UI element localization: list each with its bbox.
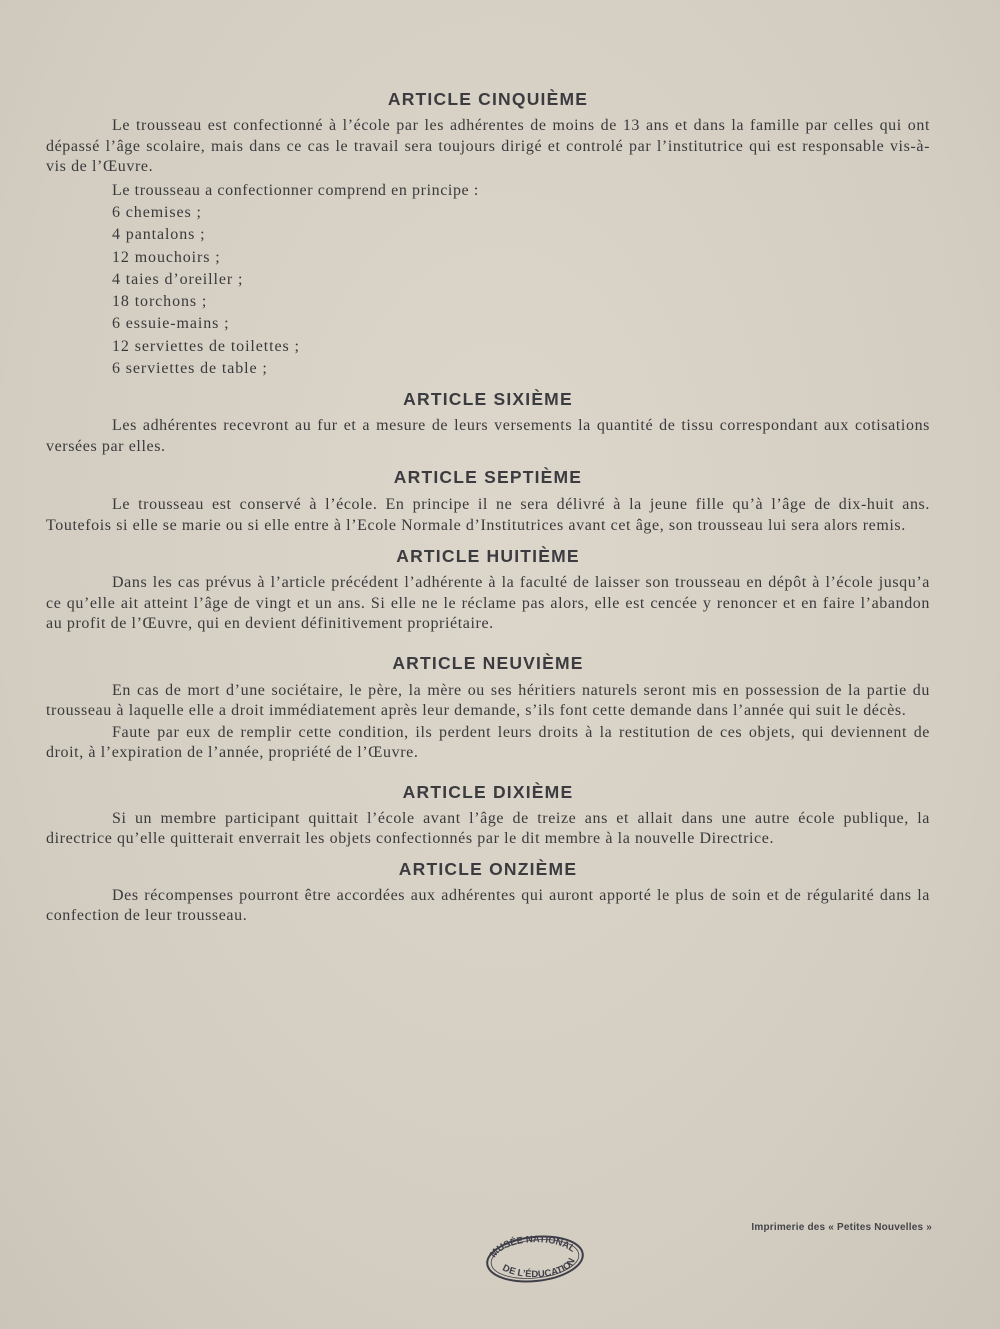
list-item: 12 serviettes de toilettes ;: [112, 337, 300, 355]
list-item: 6 serviettes de table ;: [112, 360, 268, 378]
stamp-seal-icon: [482, 1232, 586, 1286]
list-item: 4 taies d’oreiller ;: [112, 270, 244, 288]
article-onzieme: [46, 854, 930, 927]
article-paragraph: En cas de mort d’une sociétaire, le père, la mère ou ses héritiers naturels seront mis en possession de la partie du trousseau à laquelle elle a droit immédiatement après leur demande, s’ils font cette demande dans l’année qui suit le décès.: [46, 681, 930, 720]
stamp-text-bottom: DE L’ÉDUCATION: [500, 1256, 578, 1281]
article-septieme: [46, 462, 930, 536]
article-neuvieme: [46, 648, 930, 764]
svg-text:MUSÉE NATIONAL: [488, 1234, 577, 1260]
article-title: ARTICLE ONZIÈME: [398, 858, 578, 879]
article-title: ARTICLE HUITIÈME: [396, 546, 580, 567]
article-title: ARTICLE NEUVIÈME: [392, 652, 584, 673]
stamp-text-top: MUSÉE NATIONAL: [488, 1234, 578, 1260]
list-item: 4 pantalons ;: [112, 226, 206, 244]
article-title: ARTICLE SEPTIÈME: [393, 467, 583, 488]
article-huitieme: [46, 541, 930, 635]
article-cinquieme: [46, 84, 930, 380]
article-title: ARTICLE CINQUIÈME: [387, 89, 589, 109]
museum-stamp: [482, 1232, 586, 1286]
article-paragraph: Le trousseau a confectionner comprend en principe :: [112, 181, 479, 199]
trousseau-list: [46, 202, 930, 380]
printer-imprint: Imprimerie des « Petites Nouvelles »: [751, 1222, 932, 1233]
article-paragraph: Dans les cas prévus à l’article précédent l’adhérente à la faculté de laisser son trousseau en dépôt à l’école jusqu’a ce qu’elle ait atteint l’âge de vingt et un ans. Si elle ne le réclame pas alors, elle est cencée y renoncer et en faire l’abandon au profit de l’Œuvre, qui en devient définitivement propriétaire.: [46, 574, 930, 633]
list-item: 18 torchons ;: [112, 293, 208, 311]
article-paragraph: Le trousseau est conservé à l’école. En principe il ne sera délivré à la jeune fille qu’à l’âge de dix-huit ans. Toutefois si elle se marie ou si elle entre à l’Ecole Normale d’Institutrices avant cet âge, son trousseau lui sera alors remis.: [46, 496, 930, 534]
article-sixieme: [46, 384, 930, 457]
list-item: 12 mouchoirs ;: [112, 248, 221, 266]
article-paragraph: Des récompenses pourront être accordées aux adhérentes qui auront apporté le plus de soin et de régularité dans la confection de leur trousseau.: [46, 886, 930, 925]
article-dixieme: [46, 777, 930, 850]
document-body: [46, 84, 930, 927]
list-item: 6 essuie-mains ;: [112, 315, 230, 333]
article-title: ARTICLE SIXIÈME: [403, 389, 573, 410]
svg-text:DE L’ÉDUCATION: [501, 1256, 578, 1280]
article-paragraph: Le trousseau est confectionné à l’école par les adhérentes de moins de 13 ans et dans la famille par celles qui ont dépassé l’âge scolaire, mais dans ce cas le travail sera toujours dirigé et controlé par l’institutrice qui est responsable vis-à-vis de l’Œuvre.: [46, 117, 930, 175]
article-paragraph: Les adhérentes recevront au fur et a mesure de leurs versements la quantité de tissu correspondant aux cotisations versées par elles.: [46, 417, 930, 455]
article-paragraph: Faute par eux de remplir cette condition, ils perdent leurs droits à la restitution de ces objets, qui deviennent de droit, à l’expiration de l’année, propriété de l’Œuvre.: [46, 723, 930, 762]
article-paragraph: Si un membre participant quittait l’école avant l’âge de treize ans et allait dans une autre école publique, la directrice qu’elle quitterait enverrait les objets confectionnés par le dit membre à la nouvelle Directrice.: [46, 809, 930, 848]
article-title: ARTICLE DIXIÈME: [402, 781, 574, 802]
list-item: 6 chemises ;: [112, 204, 202, 221]
